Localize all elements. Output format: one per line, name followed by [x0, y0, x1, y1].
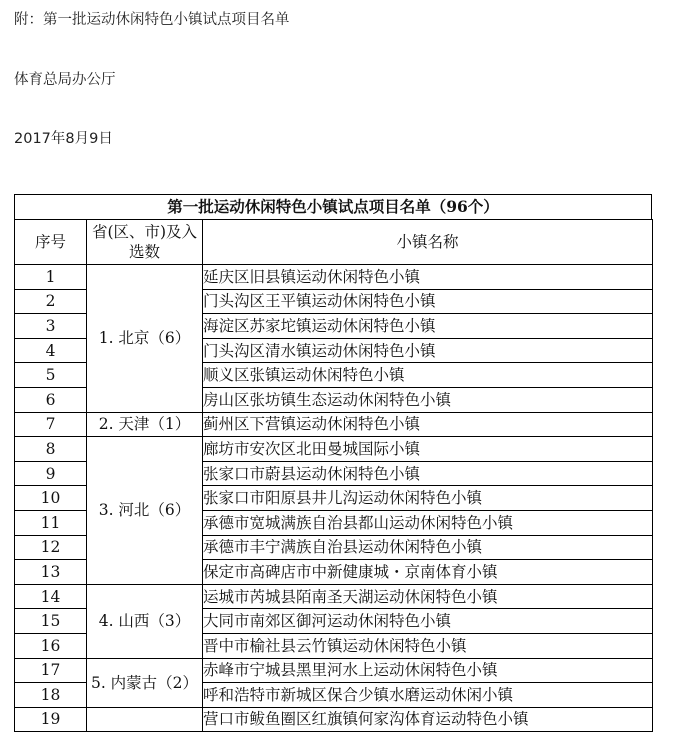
table-row: [15, 658, 653, 683]
province-cell: 4. 山西（3）: [87, 584, 203, 658]
town-name-cell: 营口市鲅鱼圈区红旗镇何家沟体育运动特色小镇: [203, 707, 653, 732]
serial-number-cell: 9: [15, 461, 87, 486]
town-name-cell: 晋中市榆社县云竹镇运动休闲特色小镇: [203, 633, 653, 658]
intro-heading: 附：第一批运动休闲特色小镇试点项目名单: [14, 12, 290, 28]
town-name-cell: 顺义区张镇运动休闲特色小镇: [203, 363, 653, 388]
table-caption: 第一批运动休闲特色小镇试点项目名单（96个）: [14, 194, 652, 219]
serial-number-cell: 4: [15, 338, 87, 363]
table-row: [15, 707, 653, 732]
town-name-cell: 运城市芮城县陌南圣天湖运动休闲特色小镇: [203, 584, 653, 609]
project-list-table-container: [14, 194, 652, 732]
town-name-cell: 廊坊市安次区北田曼城国际小镇: [203, 437, 653, 462]
province-cell: 2. 天津（1）: [87, 412, 203, 437]
serial-number-cell: 19: [15, 707, 87, 732]
town-name-cell: 保定市高碑店市中新健康城・京南体育小镇: [203, 560, 653, 585]
town-name-cell: 张家口市蔚县运动休闲特色小镇: [203, 461, 653, 486]
town-name-cell: 承德市丰宁满族自治县运动休闲特色小镇: [203, 535, 653, 560]
project-list-table: [14, 219, 653, 732]
table-row: [15, 437, 653, 462]
serial-number-cell: 11: [15, 510, 87, 535]
serial-number-cell: 2: [15, 289, 87, 314]
table-row: [15, 265, 653, 290]
issue-date: 2017年8月9日: [14, 131, 113, 147]
town-name-cell: 张家口市阳原县井儿沟运动休闲特色小镇: [203, 486, 653, 511]
serial-number-cell: 12: [15, 535, 87, 560]
town-name-cell: 承德市宽城满族自治县都山运动休闲特色小镇: [203, 510, 653, 535]
serial-number-cell: 8: [15, 437, 87, 462]
header-province: 省(区、市)及入选数: [87, 220, 203, 265]
serial-number-cell: 1: [15, 265, 87, 290]
table-row: [15, 584, 653, 609]
header-town-name: 小镇名称: [203, 220, 653, 265]
serial-number-cell: 18: [15, 683, 87, 708]
issuing-office: 体育总局办公厅: [14, 72, 116, 88]
table-row: [15, 412, 653, 437]
serial-number-cell: 7: [15, 412, 87, 437]
province-cell: [87, 707, 203, 732]
serial-number-cell: 13: [15, 560, 87, 585]
town-name-cell: 门头沟区王平镇运动休闲特色小镇: [203, 289, 653, 314]
town-name-cell: 蓟州区下营镇运动休闲特色小镇: [203, 412, 653, 437]
serial-number-cell: 15: [15, 609, 87, 634]
serial-number-cell: 14: [15, 584, 87, 609]
province-cell: 3. 河北（6）: [87, 437, 203, 585]
town-name-cell: 呼和浩特市新城区保合少镇水磨运动休闲小镇: [203, 683, 653, 708]
province-cell: 5. 内蒙古（2）: [87, 658, 203, 707]
town-name-cell: 赤峰市宁城县黑里河水上运动休闲特色小镇: [203, 658, 653, 683]
serial-number-cell: 10: [15, 486, 87, 511]
header-serial-number: 序号: [15, 220, 87, 265]
table-header-row: [15, 220, 653, 265]
town-name-cell: 门头沟区清水镇运动休闲特色小镇: [203, 338, 653, 363]
serial-number-cell: 3: [15, 314, 87, 339]
province-cell: 1. 北京（6）: [87, 265, 203, 413]
town-name-cell: 大同市南郊区御河运动休闲特色小镇: [203, 609, 653, 634]
serial-number-cell: 16: [15, 633, 87, 658]
serial-number-cell: 6: [15, 387, 87, 412]
serial-number-cell: 5: [15, 363, 87, 388]
town-name-cell: 延庆区旧县镇运动休闲特色小镇: [203, 265, 653, 290]
serial-number-cell: 17: [15, 658, 87, 683]
town-name-cell: 房山区张坊镇生态运动休闲特色小镇: [203, 387, 653, 412]
table-body: [15, 265, 653, 732]
town-name-cell: 海淀区苏家坨镇运动休闲特色小镇: [203, 314, 653, 339]
